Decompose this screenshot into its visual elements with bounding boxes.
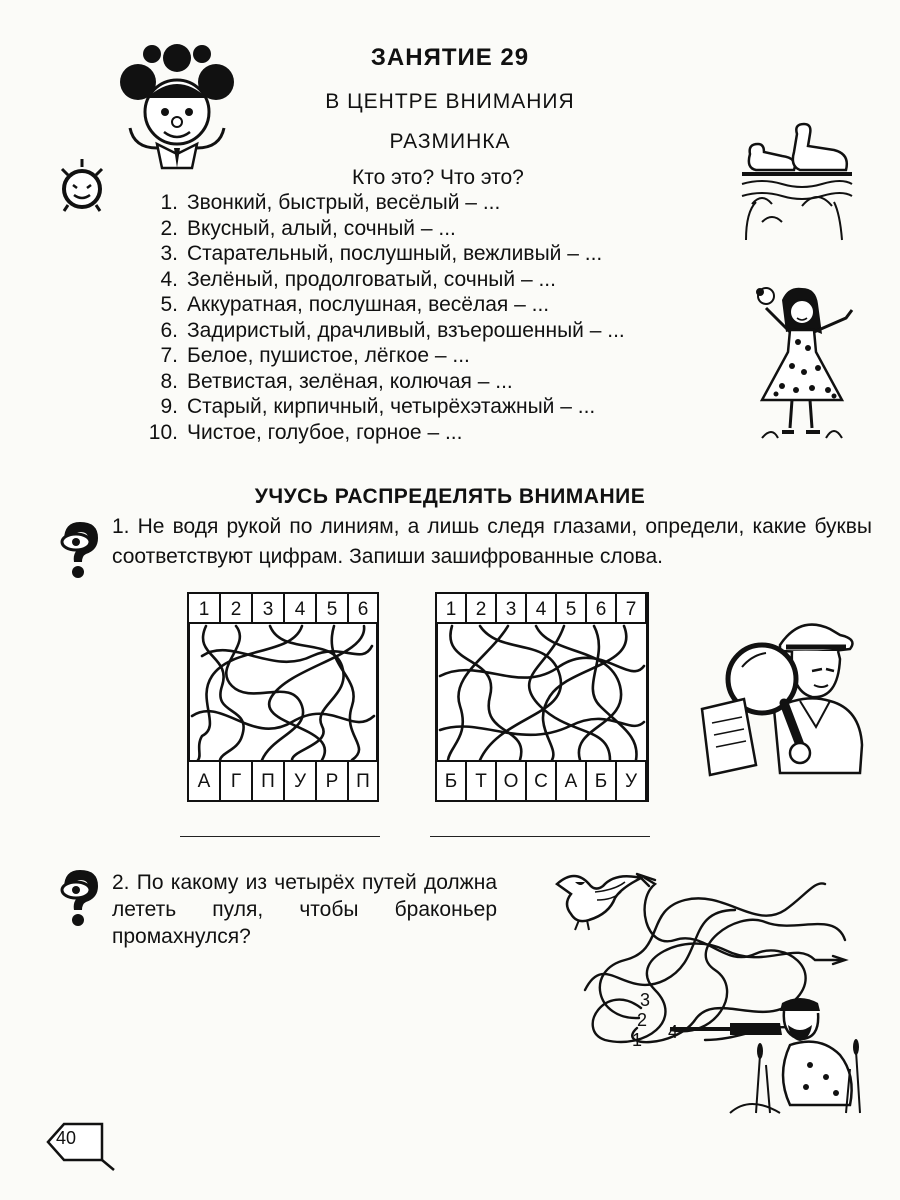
letter-cell: П bbox=[251, 760, 285, 802]
list-item: 9. Старый, кирпичный, четырёхэтажный – ... bbox=[160, 395, 596, 418]
path-number-2: 2 bbox=[637, 1010, 648, 1030]
path-number-1: 1 bbox=[632, 1030, 643, 1050]
number-cell: 2 bbox=[219, 592, 253, 624]
warmup-list bbox=[130, 190, 625, 445]
number-cell: 7 bbox=[615, 592, 647, 624]
task2-text: 2. По какому из четырёх путей должна лететь пуля, чтобы браконьер промахнулся? bbox=[112, 871, 497, 948]
path-number-3: 3 bbox=[640, 990, 651, 1010]
list-item: 6. Задиристый, драчливый, взъерошенный – ... bbox=[160, 318, 625, 342]
letter-cell: А bbox=[187, 760, 221, 802]
letter-cell: П bbox=[347, 760, 379, 802]
letter-cell: Г bbox=[219, 760, 253, 802]
number-cell: 4 bbox=[525, 592, 557, 624]
number-cell: 5 bbox=[315, 592, 349, 624]
letter-cell: У bbox=[615, 760, 647, 802]
question-eye-icon bbox=[54, 520, 104, 580]
number-row-left bbox=[187, 592, 379, 624]
answer-line-left[interactable] bbox=[180, 836, 380, 837]
number-cell: 3 bbox=[251, 592, 285, 624]
clown-illustration bbox=[112, 40, 242, 170]
list-item: 3. Старательный, послушный, вежливый – ... bbox=[160, 242, 603, 265]
letter-cell: О bbox=[495, 760, 527, 802]
maze-lines-left bbox=[192, 626, 374, 760]
number-cell: 6 bbox=[347, 592, 379, 624]
letter-cell: Б bbox=[585, 760, 617, 802]
letter-cell: У bbox=[283, 760, 317, 802]
detective-illustration bbox=[700, 605, 865, 780]
list-item: 4. Зелёный, продолговатый, сочный – ... bbox=[160, 267, 556, 291]
warmup-title: РАЗМИНКА bbox=[389, 130, 511, 153]
section-title: В ЦЕНТРЕ ВНИМАНИЯ bbox=[325, 90, 575, 113]
hunter-illustration bbox=[670, 995, 865, 1115]
letter-row-left bbox=[187, 760, 379, 802]
number-cell: 1 bbox=[435, 592, 467, 624]
letter-cell: С bbox=[525, 760, 557, 802]
alarm-clock-icon bbox=[56, 155, 108, 215]
number-row-right bbox=[435, 592, 647, 624]
question-eye-icon bbox=[54, 868, 104, 928]
girl-illustration bbox=[742, 282, 857, 442]
letter-row-right bbox=[435, 760, 647, 802]
letter-cell: Т bbox=[465, 760, 497, 802]
list-item: 8. Ветвистая, зелёная, колючая – ... bbox=[160, 369, 513, 393]
list-item: 5. Аккуратная, послушная, весёлая – ... bbox=[160, 293, 550, 316]
number-cell: 6 bbox=[585, 592, 617, 624]
list-item: 10. Чистое, голубое, горное – ... bbox=[148, 420, 463, 444]
list-item: 7. Белое, пушистое, лёгкое – ... bbox=[160, 344, 470, 367]
answer-line-right[interactable] bbox=[430, 836, 650, 837]
number-cell: 3 bbox=[495, 592, 527, 624]
list-item: 1. Звонкий, быстрый, весёлый – ... bbox=[160, 191, 501, 214]
number-cell: 1 bbox=[187, 592, 221, 624]
warmup-question: Кто это? Что это? bbox=[352, 166, 524, 189]
maze-lines-right bbox=[440, 626, 644, 760]
number-cell: 4 bbox=[283, 592, 317, 624]
number-cell: 5 bbox=[555, 592, 587, 624]
letter-cell: Б bbox=[435, 760, 467, 802]
page-number: 40 bbox=[56, 1128, 77, 1148]
attention-section-title: УЧУСЬ РАСПРЕДЕЛЯТЬ ВНИМАНИЕ bbox=[254, 485, 646, 508]
lesson-title: ЗАНЯТИЕ 29 bbox=[370, 44, 530, 71]
ducks-illustration bbox=[742, 122, 852, 242]
letter-cell: А bbox=[555, 760, 587, 802]
letter-cell: Р bbox=[315, 760, 349, 802]
list-item: 2. Вкусный, алый, сочный – ... bbox=[160, 216, 456, 240]
path-number-4: 4 bbox=[668, 1022, 679, 1042]
task1-text: 1. Не водя рукой по линиям, а лишь следя глазами, определи, какие буквы соответствуют цифрам. Запиши зашифрованные слова. bbox=[112, 515, 872, 568]
number-cell: 2 bbox=[465, 592, 497, 624]
